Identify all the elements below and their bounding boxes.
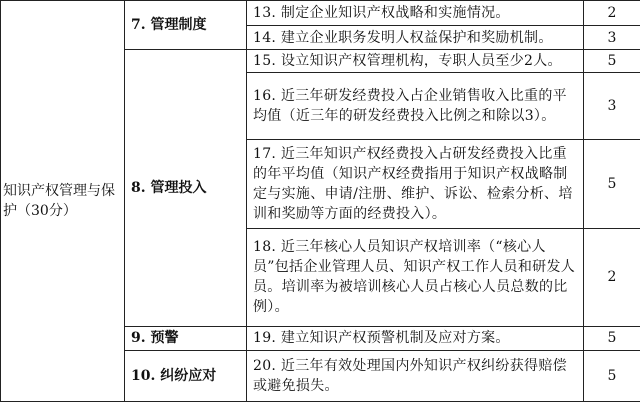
- score-15: 5: [584, 50, 640, 73]
- subcategory-management-system: 7. 管理制度: [125, 1, 247, 50]
- score-20: 5: [584, 350, 640, 401]
- category-cell: 知识产权管理与保护（30分）: [1, 1, 125, 402]
- score-17: 5: [584, 139, 640, 228]
- item-16: 16. 近三年研发经费投入占企业销售收入比重的平均值（近三年的研发经费投入比例之和除以3）。: [247, 73, 584, 139]
- item-15: 15. 设立知识产权管理机构，专职人员至少2人。: [247, 50, 584, 73]
- item-17: 17. 近三年知识产权经费投入占研发经费投入比重的年平均值（知识产权经费指用于知识产权战略制定与实施、申请/注册、维护、诉讼、检索分析、培训和奖励等方面的经费投入）。: [247, 139, 584, 228]
- subcategory-early-warning: 9. 预警: [125, 326, 247, 350]
- score-16: 3: [584, 73, 640, 139]
- item-14: 14. 建立企业职务发明人权益保护和奖励机制。: [247, 26, 584, 50]
- item-19: 19. 建立知识产权预警机制及应对方案。: [247, 326, 584, 350]
- item-20: 20. 近三年有效处理国内外知识产权纠纷获得赔偿或避免损失。: [247, 350, 584, 401]
- score-13: 2: [584, 1, 640, 26]
- table-row: [1, 1, 640, 26]
- score-14: 3: [584, 26, 640, 50]
- subcategory-dispute-response: 10. 纠纷应对: [125, 350, 247, 401]
- score-19: 5: [584, 326, 640, 350]
- subcategory-management-investment: 8. 管理投入: [125, 50, 247, 326]
- item-13: 13. 制定企业知识产权战略和实施情况。: [247, 1, 584, 26]
- score-18: 2: [584, 229, 640, 326]
- item-18: 18. 近三年核心人员知识产权培训率（“核心人员”包括企业管理人员、知识产权工作人员和研发人员。培训率为被培训核心人员占核心人员总数的比例）。: [247, 229, 584, 326]
